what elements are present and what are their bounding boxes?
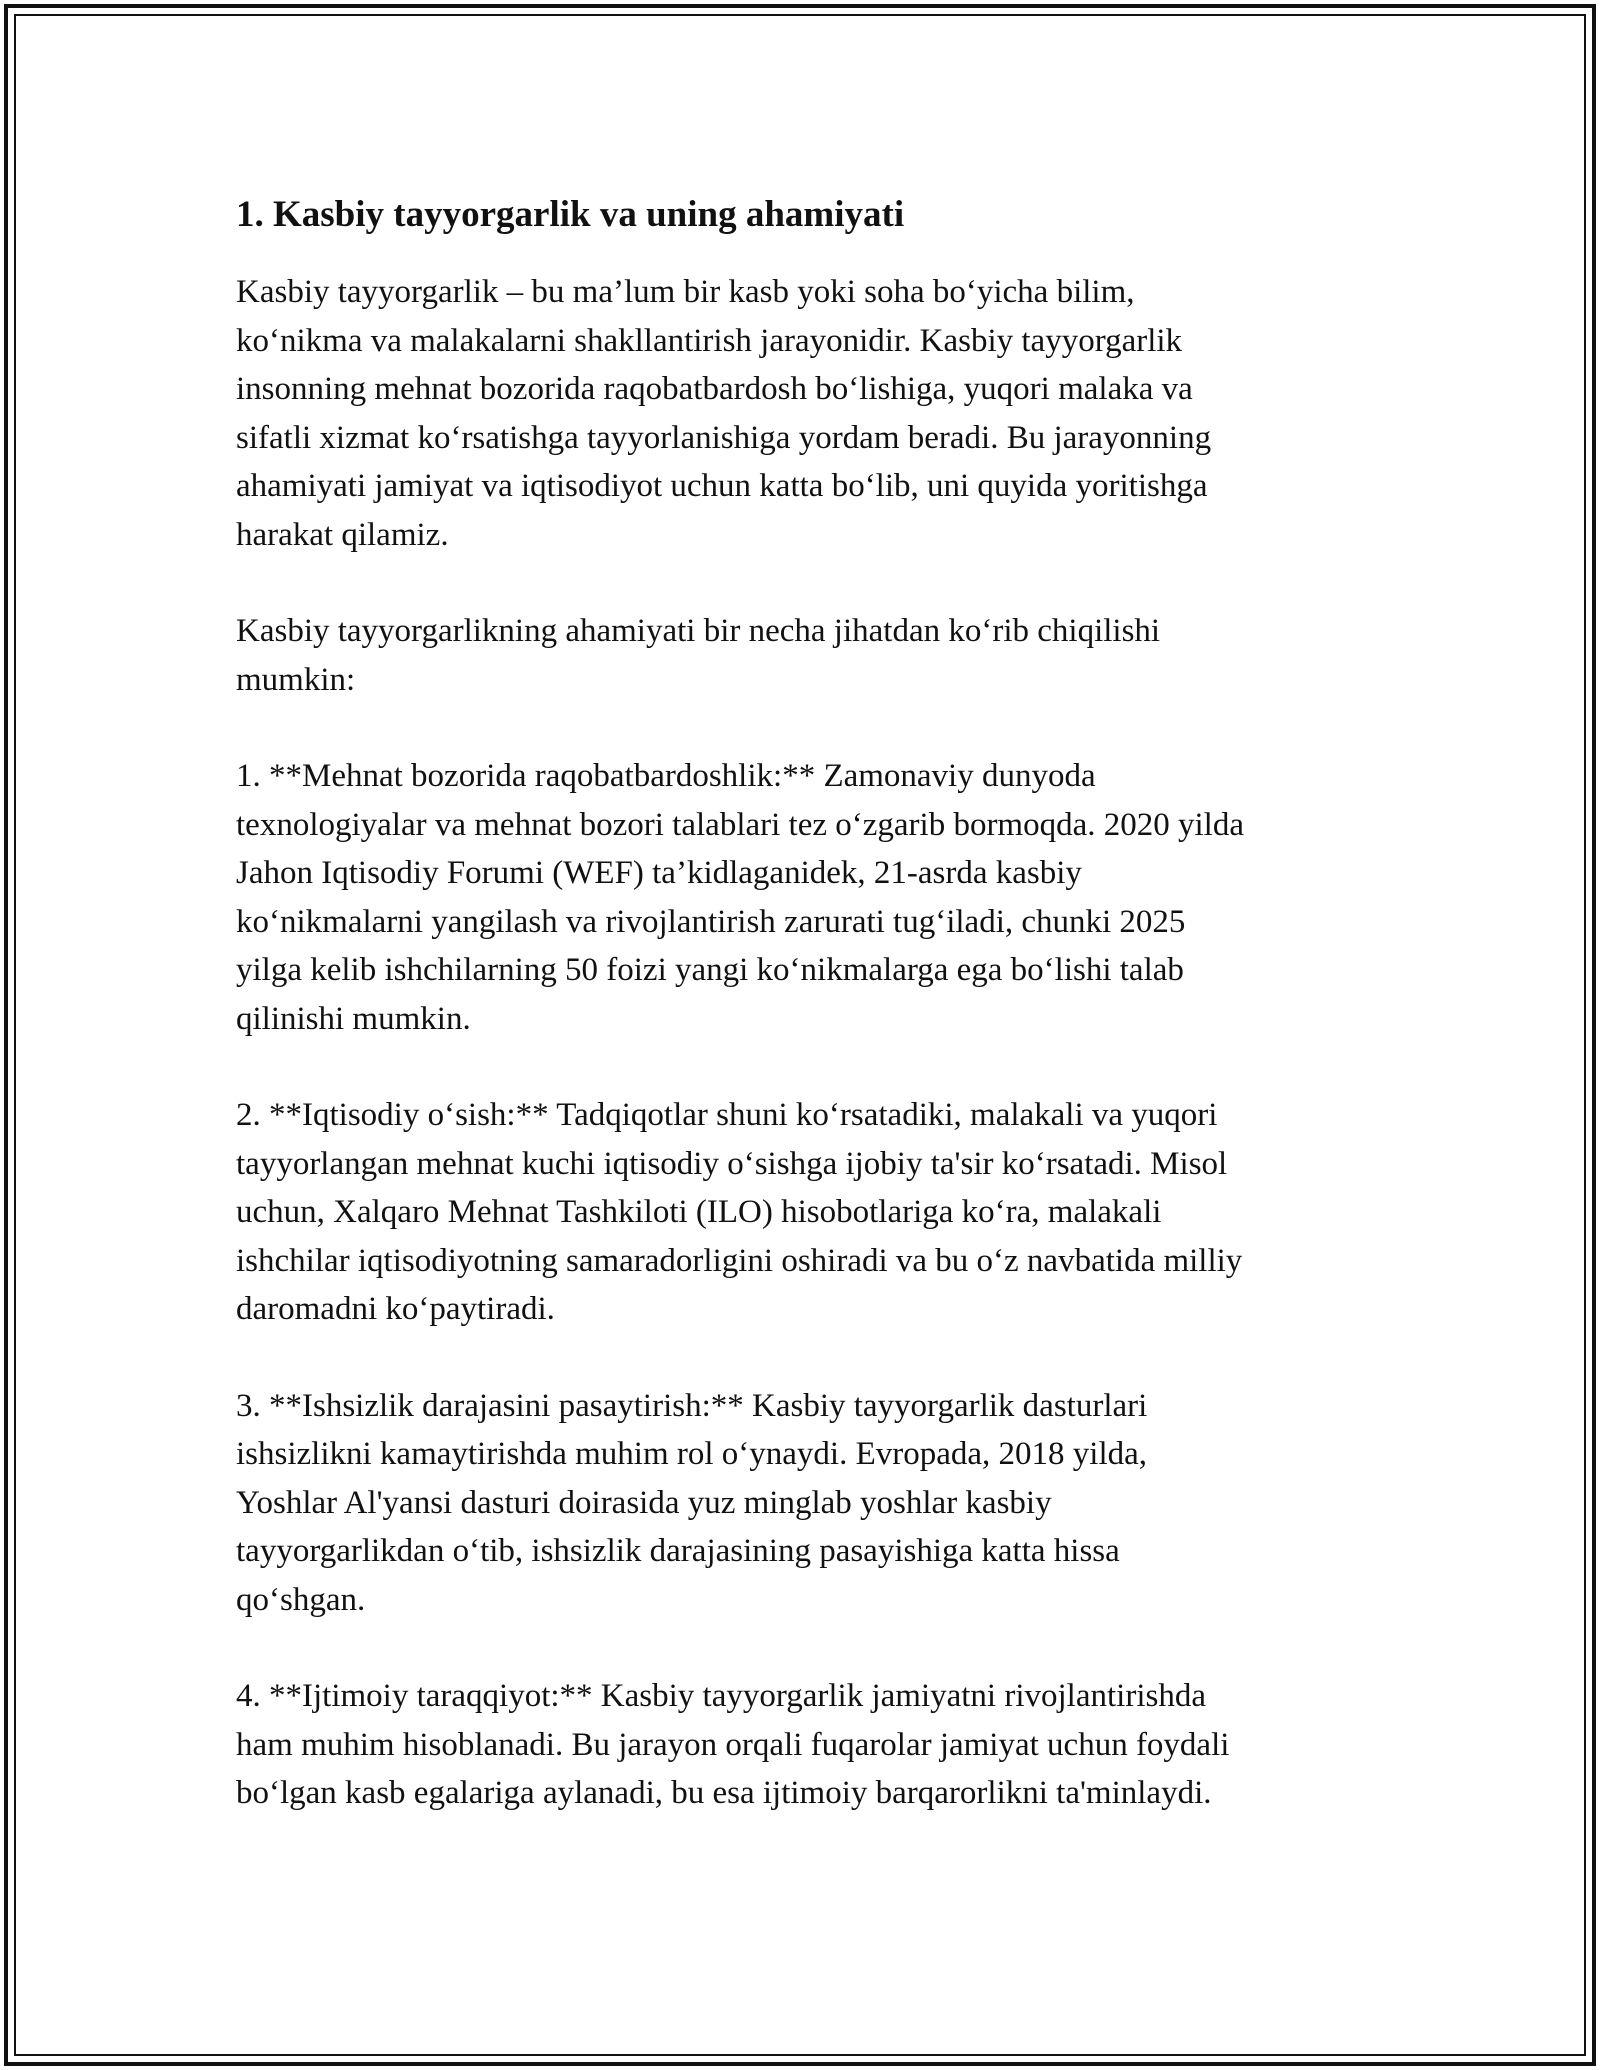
point-unemployment-paragraph: 3. **Ishsizlik darajasini pasaytirish:** Kasbiy tayyorgarlik dasturlari ishsizlikni kamaytirishda muhim rol o‘ynaydi. Evropada, 2018 yilda, Yoshlar Al'yansi dasturi doirasida yuz minglab yoshlar kasbiy tayyorgarlikdan o‘tib, ishsizlik darajasining pasayishiga katta hissa qo‘shgan. [236,1387,1148,1618]
section-heading: 1. Kasbiy tayyorgarlik va uning ahamiyati [236,194,905,235]
point-labor-market-paragraph: 1. **Mehnat bozorida raqobatbardoshlik:** Zamonaviy dunyoda texnologiyalar va mehnat bozori talablari tez o‘zgarib bormoqda. 2020 yilda Jahon Iqtisodiy Forumi (WEF) ta’kidlaganidek, 21-asrda kasbiy ko‘nikmalarni yangilash va rivojlantirish zarurati tug‘iladi, chunki 2025 yilga kelib ishchilarning 50 foizi yangi ko‘nikmalarga ega bo‘lishi talab qilinishi mumkin. [236,758,1244,1037]
point-social-progress-paragraph: 4. **Ijtimoiy taraqqiyot:** Kasbiy tayyorgarlik jamiyatni rivojlantirishda ham muhim hisoblanadi. Bu jarayon orqali fuqarolar jamiyat uchun foydali bo‘lgan kasb egalariga aylanadi, bu esa ijtimoiy barqarorlikni ta'minlaydi. [236,1678,1230,1811]
point-economic-growth-paragraph: 2. **Iqtisodiy o‘sish:** Tadqiqotlar shuni ko‘rsatadiki, malakali va yuqori tayyorlangan mehnat kuchi iqtisodiy o‘sishga ijobiy ta'sir ko‘rsatadi. Misol uchun, Xalqaro Mehnat Tashkiloti (ILO) hisobotlariga ko‘ra, malakali ishchilar iqtisodiyotning samaradorligini oshiradi va bu o‘z navbatida milliy daromadni ko‘paytiradi. [236,1097,1243,1327]
aspects-intro-paragraph: Kasbiy tayyorgarlikning ahamiyati bir necha jihatdan ko‘rib chiqilishi mumkin: [236,613,1161,698]
intro-paragraph: Kasbiy tayyorgarlik – bu ma’lum bir kasb yoki soha bo‘yicha bilim, ko‘nikma va malakalarni shakllantirish jarayonidir. Kasbiy tayyorgarlik insonning mehnat bozorida raqobatbardosh bo‘lishiga, yuqori malaka va sifatli xizmat ko‘rsatishga tayyorlanishiga yordam beradi. Bu jarayonning ahamiyati jamiyat va iqtisodiyot uchun katta bo‘lib, uni quyida yoritishga harakat qilamiz. [236,274,1212,553]
document-body [236,188,1376,1866]
